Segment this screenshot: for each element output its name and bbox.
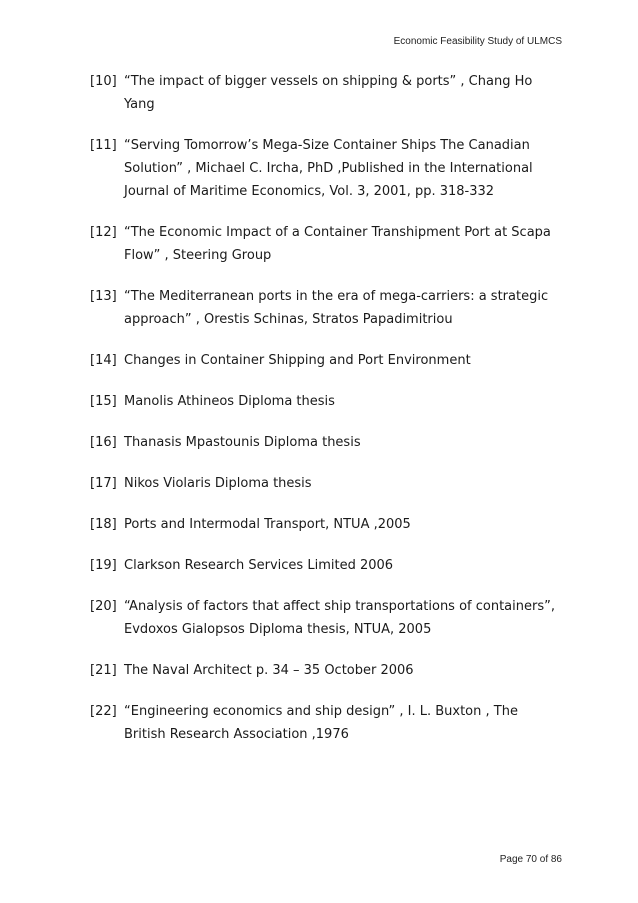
reference-number: [11]: [90, 138, 117, 153]
reference-number: [22]: [90, 704, 117, 719]
reference-number: [10]: [90, 74, 117, 89]
reference-number: [17]: [90, 476, 117, 491]
reference-text: “Serving Tomorrow’s Mega-Size Container Ships The Canadian Solution” , Michael C. Ircha, PhD ,Published in the International Journal of Maritime Economics, Vol. 3, 2001, pp. 318-332: [124, 138, 533, 199]
reference-text: “Engineering economics and ship design” , I. L. Buxton , The British Research Association ,1976: [124, 704, 518, 742]
reference-text: Ports and Intermodal Transport, NTUA ,2005: [124, 517, 411, 532]
reference-number: [14]: [90, 353, 117, 368]
running-header: Economic Feasibility Study of ULMCS: [393, 36, 562, 47]
reference-text: “The impact of bigger vessels on shipping & ports” , Chang Ho Yang: [124, 74, 533, 112]
reference-number: [15]: [90, 394, 117, 409]
reference-text: Clarkson Research Services Limited 2006: [124, 558, 394, 573]
reference-item: [90, 472, 560, 495]
reference-number: [21]: [90, 663, 117, 678]
reference-text: “The Economic Impact of a Container Transhipment Port at Scapa Flow” , Steering Group: [124, 225, 551, 263]
reference-item: [90, 349, 560, 372]
reference-number: [12]: [90, 225, 117, 240]
reference-number: [19]: [90, 558, 117, 573]
reference-item: [90, 134, 560, 203]
reference-item: [90, 70, 560, 116]
reference-item: [90, 659, 560, 682]
reference-number: [16]: [90, 435, 117, 450]
page-number: Page 70 of 86: [499, 854, 562, 865]
reference-item: [90, 554, 560, 577]
reference-number: [20]: [90, 599, 117, 614]
reference-item: [90, 513, 560, 536]
reference-item: [90, 221, 560, 267]
reference-text: “The Mediterranean ports in the era of mega-carriers: a strategic approach” , Orestis Schinas, Stratos Papadimitriou: [124, 289, 549, 327]
reference-text: Nikos Violaris Diploma thesis: [124, 476, 312, 491]
reference-item: [90, 390, 560, 413]
reference-text: Manolis Athineos Diploma thesis: [124, 394, 335, 409]
reference-text: Thanasis Mpastounis Diploma thesis: [124, 435, 361, 450]
reference-item: [90, 431, 560, 454]
reference-list: [90, 70, 560, 764]
reference-number: [13]: [90, 289, 117, 304]
reference-number: [18]: [90, 517, 117, 532]
reference-item: [90, 285, 560, 331]
reference-text: The Naval Architect p. 34 – 35 October 2006: [124, 663, 414, 678]
reference-item: [90, 595, 560, 641]
reference-text: Changes in Container Shipping and Port Environment: [124, 353, 471, 368]
reference-item: [90, 700, 560, 746]
reference-text: “Analysis of factors that affect ship transportations of containers”, Evdoxos Gialopsos Diploma thesis, NTUA, 2005: [124, 599, 555, 637]
